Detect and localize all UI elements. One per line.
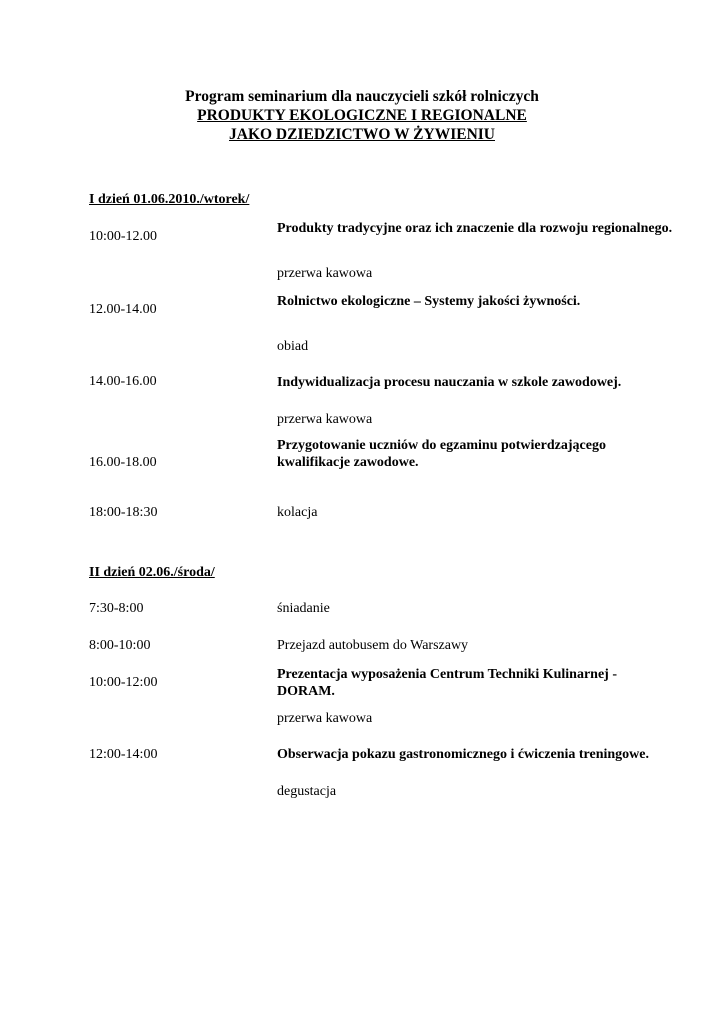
title-line-1: Program seminarium dla nauczycieli szkół rolniczych (185, 88, 539, 105)
schedule-item: Rolnictwo ekologiczne – Systemy jakości żywności. (277, 294, 581, 309)
schedule-break: przerwa kawowa (277, 266, 373, 281)
schedule-time: 18:00-18:30 (89, 505, 158, 520)
schedule-time: 12:00-14:00 (89, 747, 158, 762)
day2-heading: II dzień 02.06./środa/ (89, 565, 215, 580)
schedule-time: 10:00-12.00 (89, 229, 158, 244)
schedule-item: kolacja (277, 505, 318, 520)
schedule-time: 14.00-16.00 (89, 374, 157, 389)
schedule-item: Prezentacja wyposażenia Centrum Techniki Kulinarnej - DORAM. (277, 667, 618, 699)
schedule-time: 8:00-10:00 (89, 638, 151, 653)
schedule-time: 7:30-8:00 (89, 601, 144, 616)
schedule-break: przerwa kawowa (277, 711, 373, 726)
document-title (0, 87, 724, 144)
schedule-time: 10:00-12:00 (89, 675, 158, 690)
schedule-item: Przejazd autobusem do Warszawy (277, 638, 469, 653)
schedule-time: 12.00-14.00 (89, 302, 157, 317)
title-line-2: PRODUKTY EKOLOGICZNE I REGIONALNE (197, 107, 527, 124)
title-line-3: JAKO DZIEDZICTWO W ŻYWIENIU (229, 126, 495, 143)
schedule-break: obiad (277, 339, 309, 354)
schedule-item: śniadanie (277, 601, 330, 616)
schedule-break: przerwa kawowa (277, 412, 373, 427)
schedule-time: 16.00-18.00 (89, 455, 157, 470)
schedule-item: Przygotowanie uczniów do egzaminu potwierdzającego kwalifikacje zawodowe. (277, 438, 606, 470)
schedule-break: degustacja (277, 784, 337, 799)
schedule-item: Obserwacja pokazu gastronomicznego i ćwiczenia treningowe. (277, 747, 649, 762)
day1-heading: I dzień 01.06.2010./wtorek/ (89, 192, 250, 207)
schedule-item: Indywidualizacja procesu nauczania w szkole zawodowej. (277, 375, 622, 390)
schedule-item: Produkty tradycyjne oraz ich znaczenie dla rozwoju regionalnego. (277, 221, 673, 236)
